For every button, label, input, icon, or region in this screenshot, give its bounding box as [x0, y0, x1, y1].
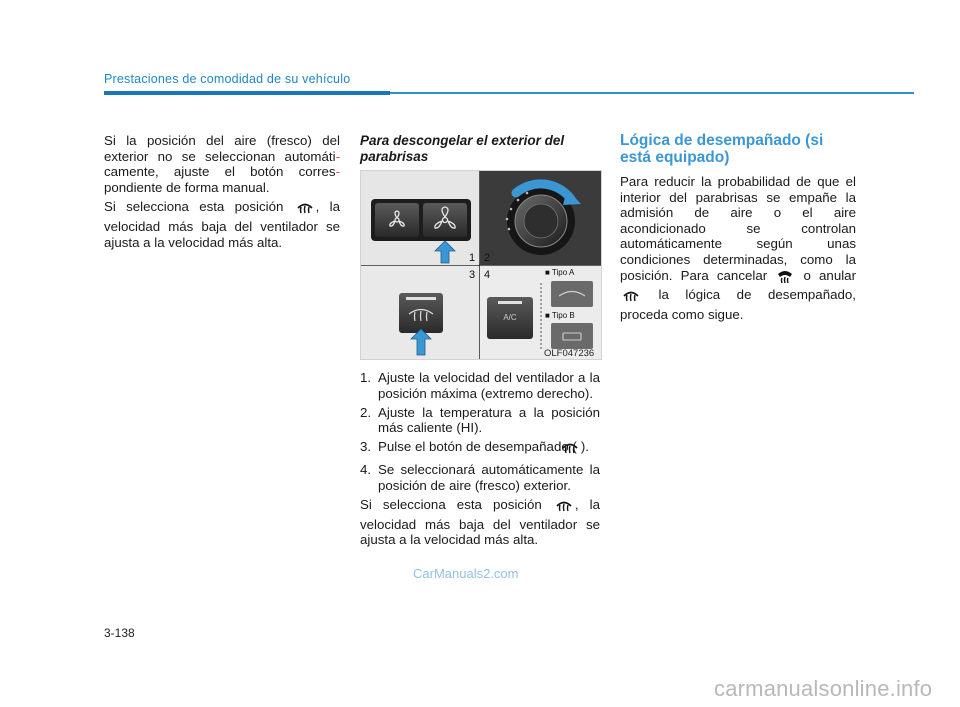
figure-label-3: 3 — [469, 269, 476, 281]
auto-defog-icon — [777, 268, 793, 288]
ac-button-label: A/C — [503, 313, 517, 322]
figure-code: OLF047236 — [544, 348, 595, 359]
paragraph-defrost-position: Si selecciona esta posición , la velocidad más baja del ventilador se ajusta a la velocidad más alta. — [104, 199, 340, 250]
front-defrost-icon — [622, 287, 640, 307]
page-number: 3-138 — [104, 626, 135, 640]
list-item: 4. Se seleccionará automáticamente la posición de aire (fresco) exterior. — [360, 462, 600, 494]
list-item: 2. Ajuste la temperatura a la posición más caliente (HI). — [360, 404, 600, 436]
paragraph-closing: Si selecciona esta posición , la velocidad más baja del ventilador se ajusta a la velocidad más alta. — [360, 497, 600, 548]
overlay-watermark: CarManuals2.com — [413, 566, 519, 581]
figure-label-2: 2 — [484, 252, 491, 264]
legend-type-a: ■ Tipo A — [545, 268, 575, 277]
left-column — [104, 133, 340, 250]
figure-label-4: 4 — [484, 269, 491, 281]
defrost-steps — [360, 370, 600, 548]
defog-logic-heading: Lógica de desempañado (si está equipado) — [620, 132, 824, 166]
section-title: Prestaciones de comodidad de su vehículo — [104, 72, 351, 86]
defrost-heading: Para descongelar el exterior del parabrisas — [360, 133, 565, 164]
paragraph-manual-fresh-air: Si la posición del aire (fresco) del exterior no se seleccionan automáti- camente, ajuste el botón corres- pondiente de forma manual. — [104, 133, 340, 195]
climate-panel-figure — [360, 170, 602, 360]
site-watermark: carmanualsonline.info — [714, 676, 933, 701]
figure-label-1: 1 — [469, 252, 476, 264]
header-rule — [390, 92, 914, 94]
header-rule-dark — [104, 91, 390, 95]
list-item: 3. Pulse el botón de desempañado ( ). — [360, 439, 589, 455]
list-item: 1. Ajuste la velocidad del ventilador a la posición máxima (extremo derecho). — [360, 370, 600, 401]
front-defrost-icon — [296, 199, 314, 219]
right-column — [620, 174, 856, 322]
paragraph-defog-logic: Para reducir la probabilidad de que el interior del parabrisas se empañe la admisión de aire o el aire acondicionado se controlan automáticamente según unas condiciones determinadas, como la posición. Para cancelar o anular la lógica de desempañado, proceda como sigue. — [620, 174, 856, 322]
front-defrost-icon — [555, 497, 573, 517]
legend-type-b: ■ Tipo B — [545, 311, 575, 320]
